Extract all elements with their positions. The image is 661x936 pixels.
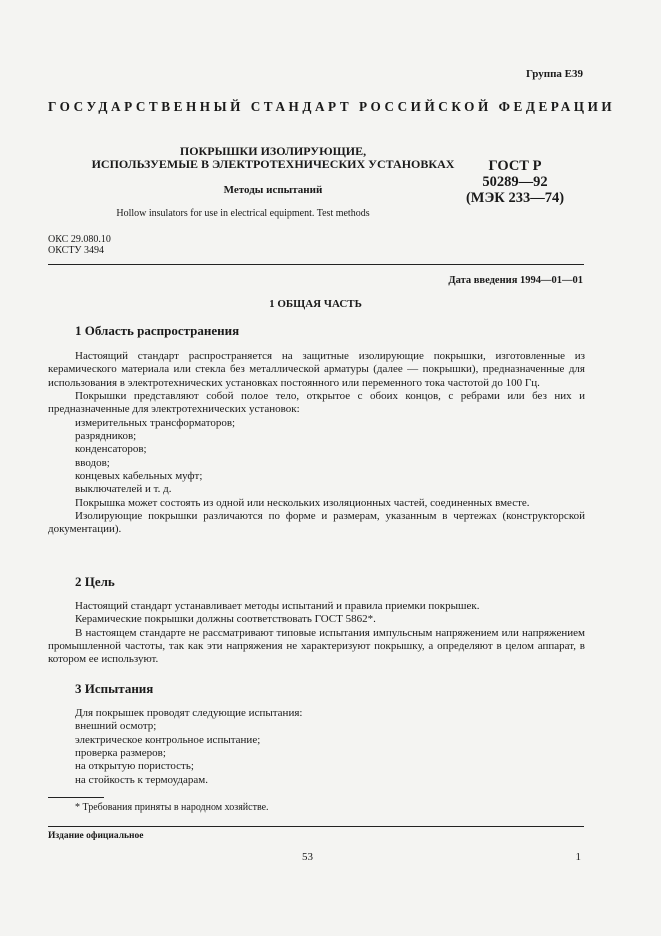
page-number-right: 1 (575, 851, 581, 863)
section-2-body (48, 600, 585, 667)
section-2-title: 2 Цель (75, 574, 115, 589)
english-title: Hollow insulators for use in electrical equipment. Test methods (116, 208, 370, 219)
list-item: выключателей и т. д. (75, 483, 172, 496)
gost-designation (450, 158, 580, 206)
gost-line-1: ГОСТ Р (488, 158, 542, 174)
list-item: проверка размеров; (75, 747, 166, 760)
section-1-paragraph-4: Изолирующие покрышки различаются по форме и размерам, указанным в чертежах (конструкторской документации). (48, 510, 585, 536)
title-block (90, 145, 456, 196)
section-2-paragraph-2: Керамические покрышки должны соответствовать ГОСТ 5862*. (75, 613, 376, 626)
list-item: на стойкость к термоударам. (75, 773, 209, 786)
list-item: разрядников; (75, 430, 137, 443)
section-1-paragraph-1: Настоящий стандарт распространяется на защитные изолирующие покрышки, изготовленные из керамического материала или стекла без металлической арматуры (далее — покрышки), предназначенные для использования в электротехнических установках постоянного или переменного тока частотой до 100 Гц. (48, 350, 585, 389)
effective-date: Дата введения 1994—01—01 (448, 275, 583, 286)
list-item: концевых кабельных муфт; (75, 470, 203, 483)
list-item: на открытую пористость; (75, 760, 194, 773)
part-title: 1 ОБЩАЯ ЧАСТЬ (269, 298, 362, 310)
standard-header: ГОСУДАРСТВЕННЫЙ СТАНДАРТ РОССИЙСКОЙ ФЕДЕРАЦИИ (48, 99, 616, 114)
section-3-paragraph-1: Для покрышек проводят следующие испытания: (75, 707, 303, 719)
list-item: электрическое контрольное испытание; (75, 733, 261, 746)
section-1-paragraph-2: Покрышки представляют собой полое тело, открытое с обоих концов, с ребрами или без них и предназначенные для электротехнических установок: (48, 390, 585, 416)
list-item: внешний осмотр; (75, 720, 157, 733)
section-1-title: 1 Область распространения (75, 323, 240, 338)
section-3-title: 3 Испытания (75, 681, 154, 696)
page-number: 53 (302, 851, 313, 863)
list-item: конденсаторов; (75, 443, 147, 456)
title-line-1: ПОКРЫШКИ ИЗОЛИРУЮЩИЕ, (179, 144, 367, 158)
edition-note: Издание официальное (48, 831, 144, 841)
section-3-body (48, 707, 585, 787)
gost-line-2: 50289—92 (482, 174, 548, 190)
list-item: измерительных трансформаторов; (75, 416, 236, 429)
group-code: Группа Е39 (525, 68, 583, 80)
footer-divider (48, 826, 584, 827)
okstu-code: ОКСТУ 3494 (48, 245, 105, 256)
header-divider (48, 264, 584, 265)
gost-line-3: (МЭК 233—74) (465, 190, 565, 206)
classification-codes (48, 234, 111, 256)
section-1-paragraph-3: Покрышка может состоять из одной или нескольких изоляционных частей, соединенных вместе. (75, 496, 530, 509)
footnote: * Требования приняты в народном хозяйстве. (75, 802, 269, 813)
section-1-body (48, 350, 585, 537)
title-line-2: ИСПОЛЬЗУЕМЫЕ В ЭЛЕКТРОТЕХНИЧЕСКИХ УСТАНОВКАХ (91, 157, 455, 171)
footnote-divider (48, 797, 104, 798)
oks-code: ОКС 29.080.10 (48, 234, 111, 245)
methods-subtitle: Методы испытаний (223, 184, 323, 196)
section-2-paragraph-1: Настоящий стандарт устанавливает методы испытаний и правила приемки покрышек. (75, 600, 480, 612)
section-2-paragraph-3: В настоящем стандарте не рассматривают типовые испытания импульсным напряжением или напряжением промышленной частоты, так как эти напряжения не характеризуют покрышку, а определяют в целом аппарат, в котором ее используют. (48, 626, 585, 666)
list-item: вводов; (75, 456, 110, 469)
